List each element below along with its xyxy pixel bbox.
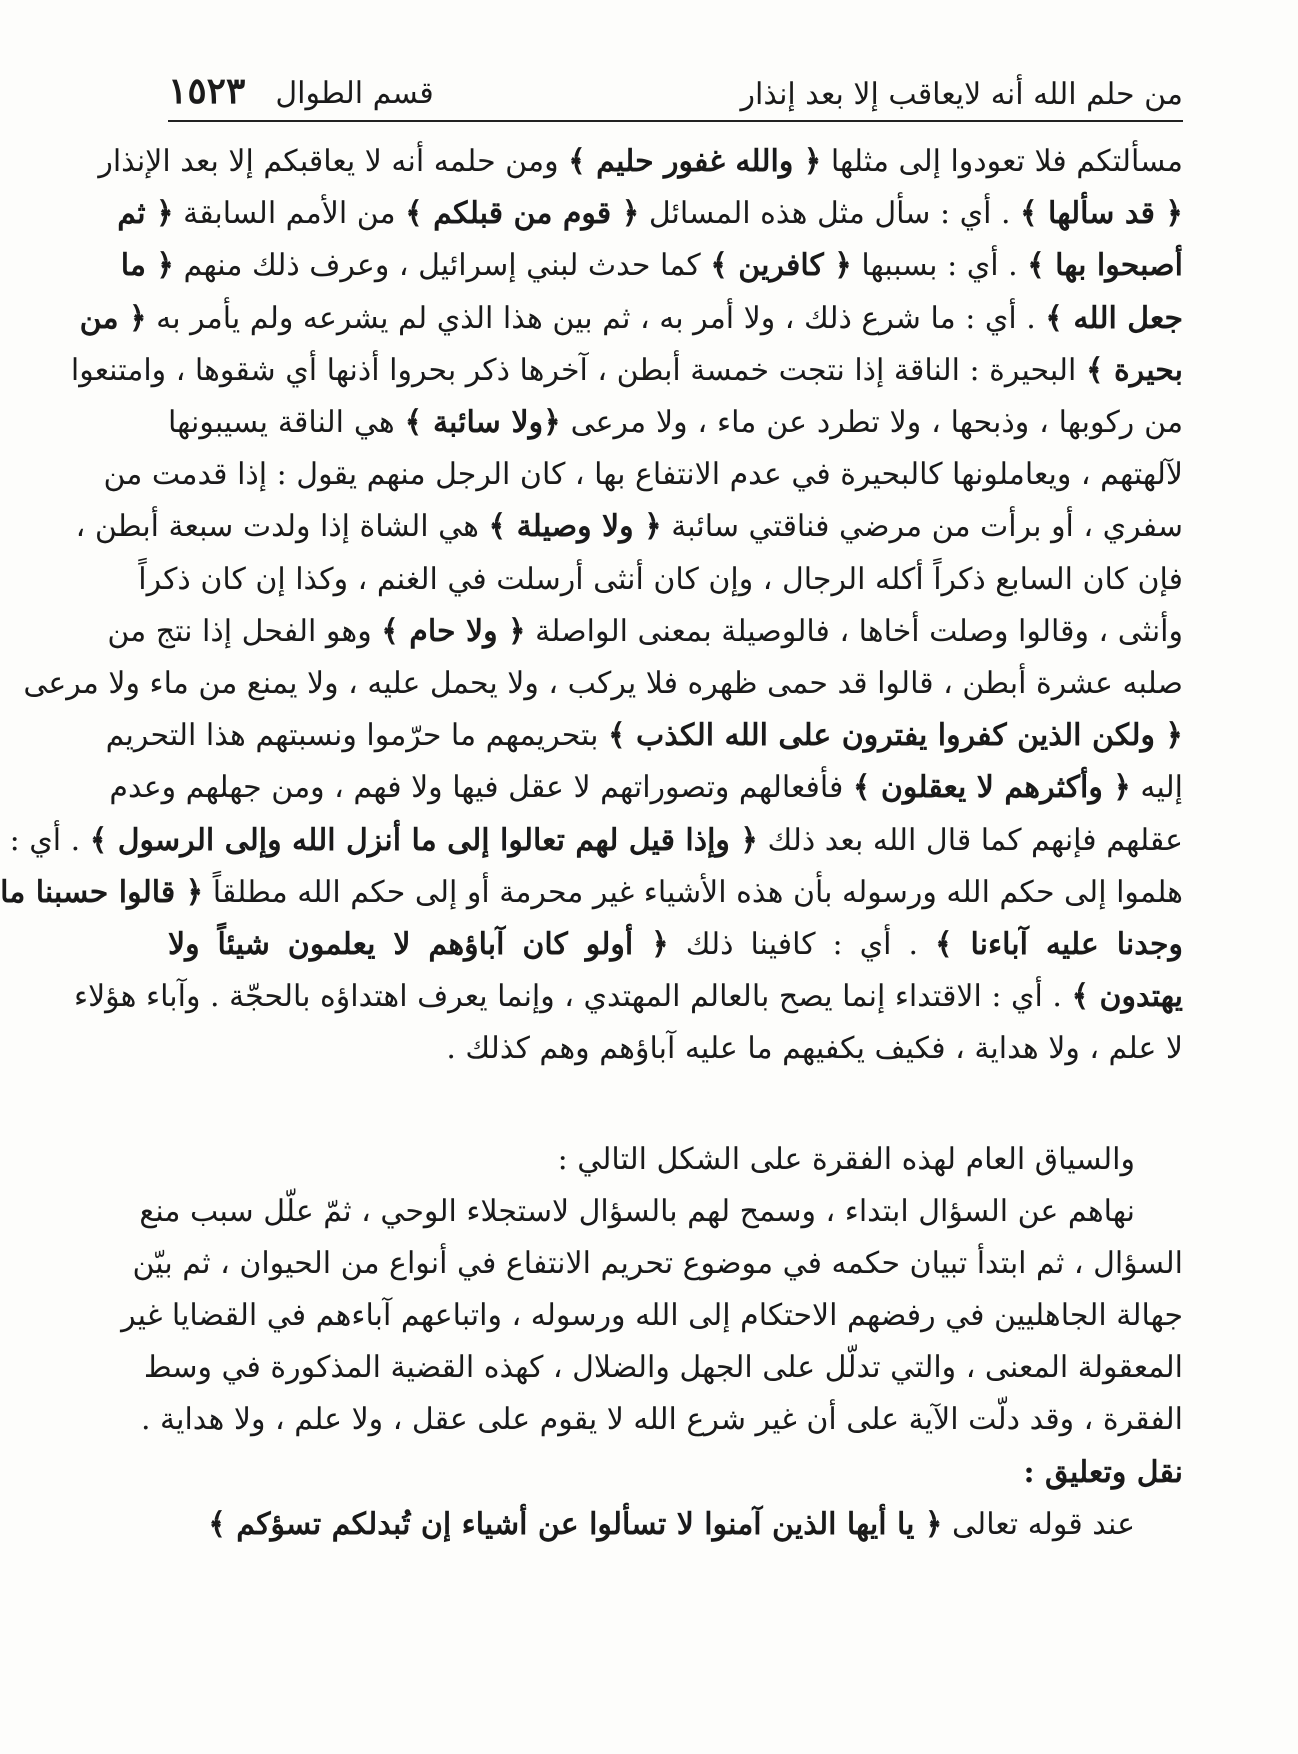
final-line [168, 1499, 1183, 1551]
text-line [168, 1023, 1183, 1075]
context-intro: والسياق العام لهذه الفقرة على الشكل التالي : [557, 1141, 1135, 1177]
quran-quote: ﴿ كافرين ﴾ [710, 248, 852, 284]
context-line: نهاهم عن السؤال ابتداء ، وسمح لهم بالسؤال لاستجلاء الوحي ، ثمّ علّل سبب منع [139, 1193, 1135, 1229]
context-line: جهالة الجاهليين في رفضهم الاحتكام إلى الله ورسوله ، واتباعهم آباءهم في القضايا غير [121, 1298, 1183, 1334]
commentary-text: وهو الفحل إذا نتج من [107, 613, 382, 649]
text-line [70, 345, 1183, 397]
commentary-text: صلبه عشرة أبطن ، قالوا قد حمى ظهره فلا يركب ، ولا يحمل عليه ، ولا يمنع من ماء ولا مرعى [23, 666, 1183, 702]
text-line [75, 501, 1183, 553]
text-line [168, 397, 1183, 449]
tafsir-text [0, 136, 1184, 1076]
commentary-text: وأنثى ، وقالوا وصلت أخاها ، فالوصيلة بمعنى الواصلة [525, 613, 1183, 649]
section-name: قسم الطوال [275, 76, 434, 111]
page-number: ١٥٢٣ [168, 70, 246, 112]
quran-quote: ﴿ قد سألها ﴾ [1020, 196, 1183, 232]
context-line: الفقرة ، وقد دلّت الآية على أن غير شرع الله لا يقوم على عقل ، ولا علم ، ولا هداية . [140, 1402, 1183, 1438]
quran-quote: ﴿ ثم [117, 196, 174, 232]
page-header [168, 70, 1183, 120]
quran-quote: جعل الله ﴾ [1045, 300, 1183, 336]
commentary-text: هلموا إلى حكم الله ورسوله بأن هذه الأشياء غير محرمة أو إلى حكم الله مطلقاً [203, 874, 1183, 910]
text-line [79, 293, 1183, 345]
text-line [109, 762, 1183, 814]
text-line [138, 554, 1183, 606]
header-rule [168, 120, 1183, 122]
quran-quote: ﴿ أولو كان آباؤهم لا يعلمون شيئاً ولا [168, 927, 669, 963]
quran-quote: ﴿ ولا وصيلة ﴾ [488, 509, 662, 545]
commentary-text: لآلهتهم ، ويعاملونها كالبحيرة في عدم الانتفاع بها ، كان الرجل منهم يقول : إذا قدمت من [103, 457, 1183, 493]
running-title: من حلم الله أنه لايعاقب إلا بعد إنذار [740, 77, 1183, 112]
text-line [73, 971, 1183, 1023]
text-line [105, 710, 1183, 762]
commentary-text: . أي : كافينا ذلك [668, 927, 936, 963]
text-line [107, 606, 1183, 658]
commentary-text: مسألتكم فلا تعودوا إلى مثلها [821, 144, 1183, 179]
commentary-text: هي الشاة إذا ولدت سبعة أبطن ، [75, 509, 489, 545]
quran-quote: ﴿ ولكن الذين كفروا يفترون على الله الكذب ﴾ [608, 718, 1183, 754]
commentary-text: البحيرة : الناقة إذا نتجت خمسة أبطن ، آخرها ذكر بحروا أذنها أي شقوها ، وامتنعوا [70, 352, 1086, 388]
commentary-text: بتحريمهم ما حرّموا ونسبتهم هذا التحريم [105, 718, 608, 754]
quran-quote: ﴿ قوم من قبلكم ﴾ [405, 196, 640, 232]
quran-quote: يهتدون ﴾ [1071, 979, 1183, 1015]
text-line [9, 815, 1183, 867]
commentary-text: من ركوبها ، وذبحها ، ولا تطرد عن ماء ، ولا مرعى [560, 405, 1184, 441]
commentary-text: . أي : الاقتداء إنما يصح بالعالم المهتدي ، وإنما يعرف اهتداؤه بالحجّة . وآباء هؤلاء [73, 979, 1072, 1015]
quran-quote: ﴿ولا سائبة ﴾ [404, 405, 561, 441]
quran-quote: ﴿ وأكثرهم لا يعقلون ﴾ [852, 770, 1131, 806]
commentary-text: فإن كان السابع ذكراً أكله الرجال ، وإن كان أنثى أرسلت في الغنم ، وكذا إن كان ذكراً [138, 561, 1183, 597]
commentary-text: لا علم ، ولا هداية ، فكيف يكفيهم ما عليه آباؤهم وهم كذلك . [446, 1031, 1183, 1067]
commentary-text: سفري ، أو برأت من مرضي فناقتي سائبة [661, 509, 1183, 545]
quran-quote: ﴿ من [79, 300, 147, 336]
section-heading: نقل وتعليق : [1023, 1454, 1183, 1490]
context-line: السؤال ، ثم ابتدأ تبيان حكمه في موضوع تحريم الانتفاع في أنواع من الحيوان ، ثم بيّن [132, 1245, 1183, 1281]
text-line [0, 867, 1183, 919]
quran-quote: ﴿ ولا حام ﴾ [381, 613, 526, 649]
commentary-text: ومن حلمه أنه لا يعاقبكم إلا بعد الإنذار [98, 144, 569, 179]
commentary-text: من الأمم السابقة [173, 196, 406, 232]
context-paragraph [121, 1186, 1183, 1447]
quran-quote: وجدنا عليه آباءنا ﴾ [935, 927, 1183, 963]
commentary-text: . أي : سأل مثل هذه المسائل [639, 196, 1021, 232]
text-line [168, 919, 1183, 971]
commentary-text: إليه [1130, 770, 1183, 806]
commentary-text: عقلهم فإنهم كما قال الله بعد ذلك [757, 822, 1183, 858]
header-left [168, 70, 434, 112]
text-line [117, 188, 1183, 240]
quran-quote: ﴿ قالوا حسبنا ما [0, 874, 204, 910]
quran-quote: ﴿ والله غفور حليم ﴾ [568, 144, 822, 179]
commentary-text: فأفعالهم وتصوراتهم لا عقل فيها ولا فهم ، ومن جهلهم وعدم [109, 770, 853, 806]
text-line [98, 136, 1183, 188]
final-lead: عند قوله تعالى [942, 1506, 1135, 1542]
text-line [103, 449, 1183, 501]
quran-quote: أصبحوا بها ﴾ [1027, 248, 1183, 284]
commentary-text: هي الناقة يسيبونها [168, 405, 405, 441]
text-line [120, 240, 1183, 292]
quran-quote: ﴿ ما [120, 248, 174, 284]
context-section [121, 1134, 1183, 1551]
final-quote: ﴿ يا أيها الذين آمنوا لا تسألوا عن أشياء إن تُبدلكم تسؤكم ﴾ [208, 1506, 943, 1542]
quran-quote: ﴿ وإذا قيل لهم تعالوا إلى ما أنزل الله وإلى الرسول ﴾ [89, 822, 758, 858]
commentary-text: كما حدث لبني إسرائيل ، وعرف ذلك منهم [173, 248, 711, 284]
quran-quote: بحيرة ﴾ [1085, 352, 1183, 388]
commentary-text: . أي : بسببها [851, 248, 1028, 284]
paragraph-gap [168, 1076, 1183, 1134]
text-line [23, 658, 1183, 710]
context-line: المعقولة المعنى ، والتي تدلّل على الجهل والضلال ، كهذه القضية المذكورة في وسط [143, 1350, 1183, 1386]
commentary-text: . أي : [9, 822, 90, 858]
commentary-text: . أي : ما شرع ذلك ، ولا أمر به ، ثم بين هذا الذي لم يشرعه ولم يأمر به [146, 300, 1046, 336]
